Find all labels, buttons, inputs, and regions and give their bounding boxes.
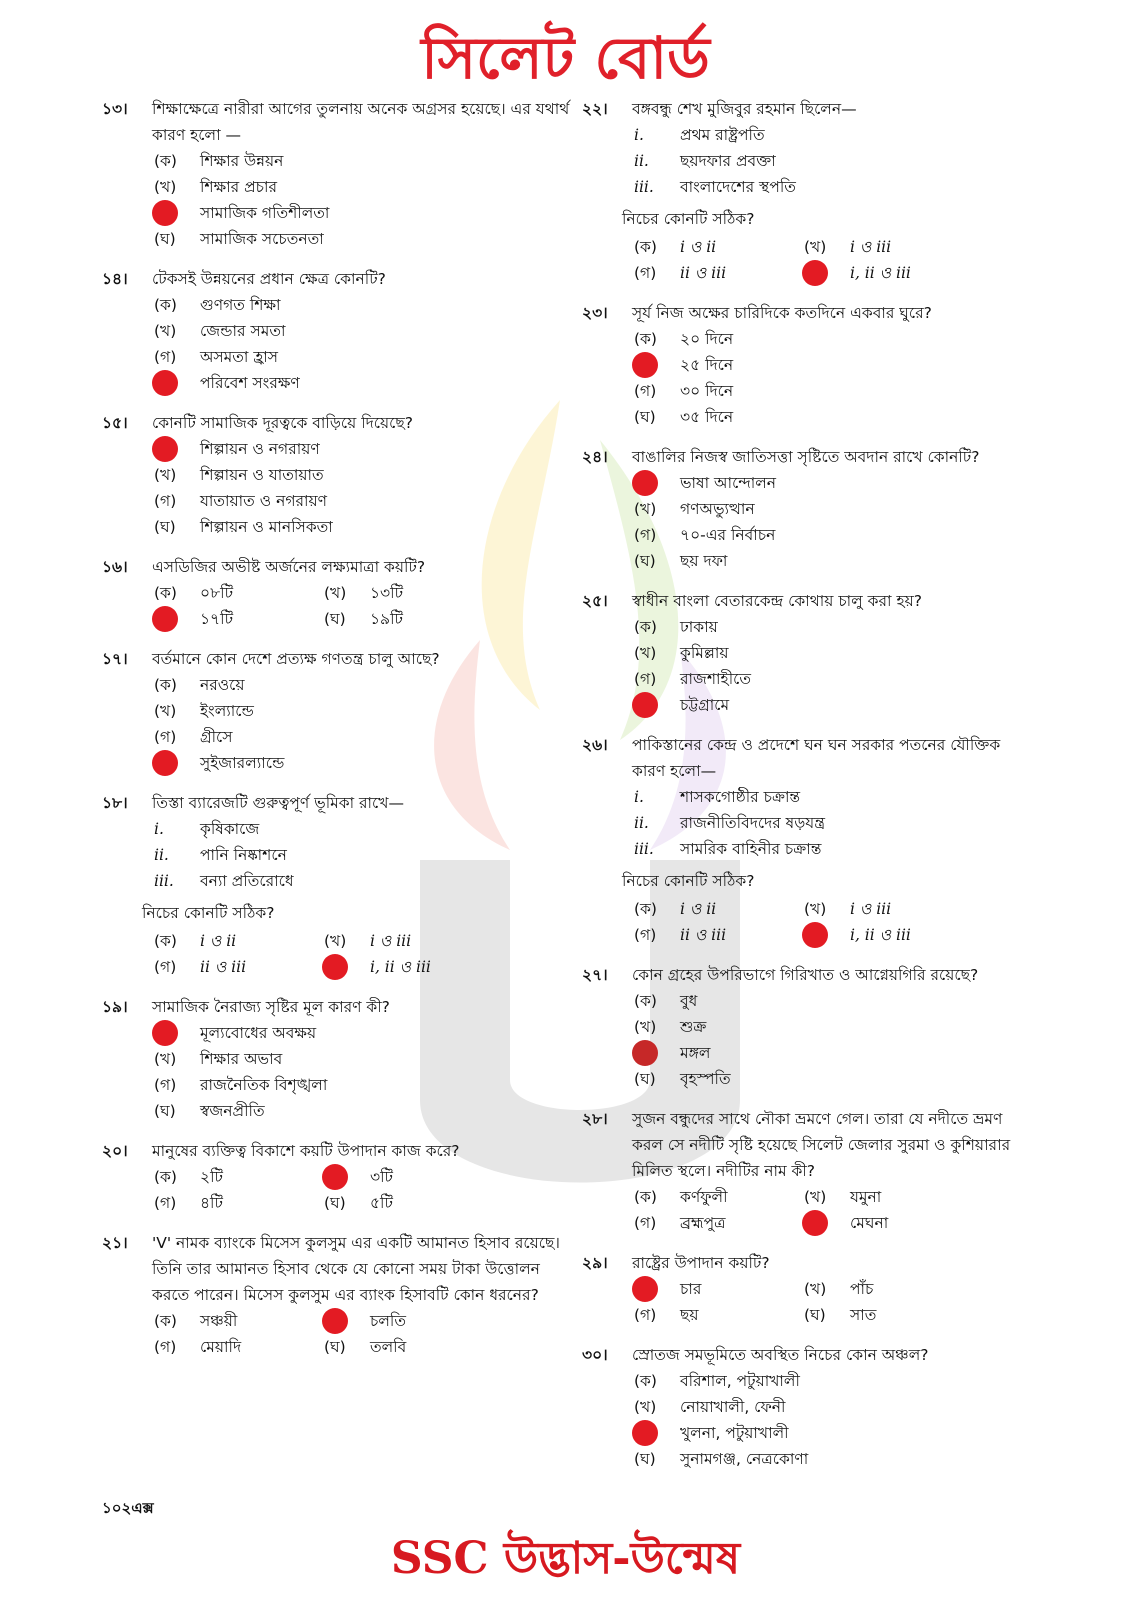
question-text: টেকসই উন্নয়নের প্রধান ক্ষেত্র কোনটি? — [152, 270, 386, 288]
option-ka: (ক) i ও ii — [634, 900, 717, 918]
option-gha-answer: পরিবেশ সংরক্ষণ — [154, 370, 572, 396]
option-kha: (খ) i ও iii — [804, 900, 892, 918]
statement-ii: ii. ছয়দফার প্রবক্তা — [634, 152, 776, 170]
option-ga: (গ) গ্রীসে — [154, 728, 233, 746]
question-15 — [102, 410, 572, 540]
statement-i: i. প্রথম রাষ্ট্রপতি — [634, 126, 765, 144]
question-number: ১৫। — [102, 414, 128, 432]
option-ka: (ক) ২টি — [154, 1168, 223, 1186]
question-13 — [102, 96, 572, 252]
question-number: ২৭। — [582, 966, 608, 984]
option-ga: (গ) ৭০-এর নির্বাচন — [634, 526, 776, 544]
option-gha: (ঘ) স্বজনপ্রীতি — [154, 1102, 265, 1120]
question-20 — [102, 1138, 572, 1216]
option-kha: (খ) i ও iii — [804, 238, 892, 256]
option-ka-answer: মূল্যবোধের অবক্ষয় — [154, 1020, 572, 1046]
option-gha: (ঘ) সামাজিক সচেতনতা — [154, 230, 324, 248]
question-text: শিক্ষাক্ষেত্রে নারীরা আগের তুলনায় অনেক অগ্রসর হয়েছে। এর যথার্থ কারণ হলো — — [152, 100, 570, 144]
option-kha: (খ) গণঅভ্যুত্থান — [634, 500, 755, 518]
question-21 — [102, 1230, 572, 1360]
question-text: স্বাধীন বাংলা বেতারকেন্দ্র কোথায় চালু করা হয়? — [632, 592, 922, 610]
page-title: সিলেট বোর্ড — [421, 24, 710, 92]
option-ga: (গ) ii ও iii — [634, 926, 727, 944]
option-gha: (ঘ) ছয় দফা — [634, 552, 728, 570]
answer-mark — [802, 1210, 828, 1236]
question-number: ২৪। — [582, 448, 608, 466]
question-text: এসডিজির অভীষ্ট অর্জনের লক্ষ্যমাত্রা কয়টি? — [152, 558, 426, 576]
option-kha: (খ) শিল্পায়ন ও যাতায়াত — [154, 466, 324, 484]
question-26 — [582, 732, 1012, 948]
question-number: ১৭। — [102, 650, 128, 668]
question-17 — [102, 646, 572, 776]
option-ga-answer: খুলনা, পটুয়াখালী — [634, 1420, 1012, 1446]
statement-iii: iii. বন্যা প্রতিরোধে — [154, 872, 294, 890]
option-kha: (খ) শিক্ষার প্রচার — [154, 178, 278, 196]
option-gha: (ঘ) তলবি — [324, 1338, 407, 1356]
question-number: ২৯। — [582, 1254, 608, 1272]
option-ga: (গ) রাজনৈতিক বিশৃঙ্খলা — [154, 1076, 328, 1094]
option-kha: (খ) নোয়াখালী, ফেনী — [634, 1398, 786, 1416]
question-number: ১৮। — [102, 794, 128, 812]
question-number: ১৪। — [102, 270, 128, 288]
option-kha: (খ) পাঁচ — [804, 1280, 874, 1298]
question-text: তিস্তা ব্যারেজটি গুরুত্বপূর্ণ ভূমিকা রাখে— — [152, 794, 404, 812]
question-19 — [102, 994, 572, 1124]
question-text: সূর্য নিজ অক্ষের চারিদিকে কতদিনে একবার ঘুরে? — [632, 304, 932, 322]
question-22 — [582, 96, 1012, 286]
question-text: স্রোতজ সমভূমিতে অবস্থিত নিচের কোন অঞ্চল? — [632, 1346, 929, 1364]
answer-mark — [152, 606, 178, 632]
answer-mark — [152, 1020, 178, 1046]
question-24 — [582, 444, 1012, 574]
statement-iii: iii. বাংলাদেশের স্থপতি — [634, 178, 796, 196]
option-ka: (ক) বুধ — [634, 992, 698, 1010]
option-ga: (গ) ৪টি — [154, 1194, 223, 1212]
answer-mark — [632, 1420, 658, 1446]
option-ga: (গ) যাতায়াত ও নগরায়ণ — [154, 492, 328, 510]
answer-mark — [152, 436, 178, 462]
option-gha-answer: i, ii ও iii — [804, 260, 974, 286]
option-kha-answer: ২৫ দিনে — [634, 352, 1012, 378]
question-number: ৩০। — [582, 1346, 608, 1364]
question-number: ১৬। — [102, 558, 128, 576]
option-ga-answer: সামাজিক গতিশীলতা — [154, 200, 572, 226]
question-text: বর্তমানে কোন দেশে প্রত্যক্ষ গণতন্ত্র চালু আছে? — [152, 650, 440, 668]
option-ka: (ক) ০৮টি — [154, 584, 234, 602]
option-ka: (ক) সঞ্চয়ী — [154, 1312, 238, 1330]
option-gha-answer: সুইজারল্যান্ডে — [154, 750, 572, 776]
answer-mark — [152, 750, 178, 776]
answer-mark — [632, 1276, 658, 1302]
statement-i: i. শাসকগোষ্ঠীর চক্রান্ত — [634, 788, 801, 806]
question-29 — [582, 1250, 1012, 1328]
option-gha: (ঘ) সাত — [804, 1306, 877, 1324]
option-gha-answer: চট্টগ্রামে — [634, 692, 1012, 718]
question-text: কোনটি সামাজিক দূরত্বকে বাড়িয়ে দিয়েছে? — [152, 414, 413, 432]
option-ka: (ক) i ও ii — [154, 932, 237, 950]
option-ka: (ক) নরওয়ে — [154, 676, 245, 694]
question-27 — [582, 962, 1012, 1092]
answer-mark — [632, 1040, 658, 1066]
option-gha-answer: i, ii ও iii — [324, 954, 494, 980]
brand-title: SSC উদ্ভাস-উন্মেষ — [390, 1533, 741, 1584]
option-ga: (গ) ছয় — [634, 1306, 699, 1324]
answer-mark — [802, 922, 828, 948]
option-kha: (খ) শিক্ষার অভাব — [154, 1050, 283, 1068]
answer-mark — [152, 200, 178, 226]
question-number: ২৮। — [582, 1110, 608, 1128]
question-text: বঙ্গবন্ধু শেখ মুজিবুর রহমান ছিলেন— — [632, 100, 857, 118]
option-ka-answer: চার — [634, 1276, 804, 1302]
option-ka: (ক) গুণগত শিক্ষা — [154, 296, 281, 314]
question-text: সুজন বন্ধুদের সাথে নৌকা ভ্রমণে গেল। তারা যে নদীতে ভ্রমণ করল সে নদীটি সৃষ্টি হয়েছে সিলেট জেলার সুরমা ও কুশিয়ারার মিলিত স্থলে। নদীটির নাম কী? — [632, 1110, 1011, 1180]
question-23 — [582, 300, 1012, 430]
option-gha: (ঘ) ১৯টি — [324, 610, 403, 628]
option-ka: (ক) i ও ii — [634, 238, 717, 256]
question-number: ২৬। — [582, 736, 608, 754]
option-gha-answer: i, ii ও iii — [804, 922, 974, 948]
answer-mark — [802, 260, 828, 286]
question-number: ১৩। — [102, 100, 128, 118]
option-ga: (গ) ii ও iii — [154, 958, 247, 976]
option-gha: (ঘ) বৃহস্পতি — [634, 1070, 731, 1088]
option-kha-answer: ৩টি — [324, 1164, 494, 1190]
statement-iii: iii. সামরিক বাহিনীর চক্রান্ত — [634, 840, 822, 858]
option-ga-answer: ১৭টি — [154, 606, 324, 632]
answer-mark — [322, 1308, 348, 1334]
option-kha: (খ) ১৩টি — [324, 584, 404, 602]
option-kha: (খ) কুমিল্লায় — [634, 644, 729, 662]
option-ka-answer: ভাষা আন্দোলন — [634, 470, 1012, 496]
sub-question: নিচের কোনটি সঠিক? — [142, 904, 275, 922]
question-text: রাষ্ট্রের উপাদান কয়টি? — [632, 1254, 770, 1272]
option-ga: (গ) ii ও iii — [634, 264, 727, 282]
option-gha: (ঘ) শিল্পায়ন ও মানসিকতা — [154, 518, 333, 536]
statement-ii: ii. রাজনীতিবিদদের ষড়যন্ত্র — [634, 814, 825, 832]
question-text: পাকিস্তানের কেন্দ্র ও প্রদেশে ঘন ঘন সরকার পতনের যৌক্তিক কারণ হলো— — [632, 736, 1001, 780]
answer-mark — [322, 1164, 348, 1190]
question-30 — [582, 1342, 1012, 1472]
answer-mark — [632, 352, 658, 378]
question-text: বাঙালির নিজস্ব জাতিসত্তা সৃষ্টিতে অবদান রাখে কোনটি? — [632, 448, 980, 466]
option-kha: (খ) i ও iii — [324, 932, 412, 950]
question-14 — [102, 266, 572, 396]
sub-question: নিচের কোনটি সঠিক? — [622, 210, 755, 228]
question-number: ২০। — [102, 1142, 128, 1160]
question-number: ১৯। — [102, 998, 128, 1016]
option-ga-answer: মঙ্গল — [634, 1040, 1012, 1066]
sub-question: নিচের কোনটি সঠিক? — [622, 872, 755, 890]
question-18 — [102, 790, 572, 980]
option-ga: (গ) ৩০ দিনে — [634, 382, 734, 400]
statement-i: i. কৃষিকাজে — [154, 820, 260, 838]
question-number: ২৫। — [582, 592, 608, 610]
question-text: সামাজিক নৈরাজ্য সৃষ্টির মূল কারণ কী? — [152, 998, 390, 1016]
answer-mark — [632, 692, 658, 718]
option-ga: (গ) মেয়াদি — [154, 1338, 242, 1356]
question-number: ২১। — [102, 1234, 128, 1252]
question-number: ২২। — [582, 100, 608, 118]
option-kha-answer: চলতি — [324, 1308, 494, 1334]
option-ga: (গ) ব্রহ্মপুত্র — [634, 1214, 726, 1232]
option-ka: (ক) ২০ দিনে — [634, 330, 734, 348]
option-gha: (ঘ) সুনামগঞ্জ, নেত্রকোণা — [634, 1450, 809, 1468]
option-kha: (খ) জেন্ডার সমতা — [154, 322, 286, 340]
question-number: ২৩। — [582, 304, 608, 322]
option-ka: (ক) শিক্ষার উন্নয়ন — [154, 152, 284, 170]
left-column — [102, 96, 572, 1374]
option-ka-answer: শিল্পায়ন ও নগরায়ণ — [154, 436, 572, 462]
question-25 — [582, 588, 1012, 718]
option-ga: (গ) রাজশাহীতে — [634, 670, 751, 688]
question-text: কোন গ্রহের উপরিভাগে গিরিখাত ও আগ্নেয়গিরি রয়েছে? — [632, 966, 979, 984]
option-kha: (খ) ইংল্যান্ডে — [154, 702, 254, 720]
option-gha: (ঘ) ৫টি — [324, 1194, 393, 1212]
question-text: 'V' নামক ব্যাংকে মিসেস কুলসুম এর একটি আমানত হিসাব রয়েছে। তিনি তার আমানত হিসাব থেকে যে কোনো সময় টাকা উত্তোলন করতে পারেন। মিসেস কুলসুম এর ব্যাংক হিসাবটি কোন ধরনের? — [152, 1234, 560, 1304]
question-text: মানুষের ব্যক্তিত্ব বিকাশে কয়টি উপাদান কাজ করে? — [152, 1142, 460, 1160]
option-gha: (ঘ) ৩৫ দিনে — [634, 408, 734, 426]
option-kha: (খ) শুক্র — [634, 1018, 707, 1036]
question-16 — [102, 554, 572, 632]
statement-ii: ii. পানি নিষ্কাশনে — [154, 846, 287, 864]
right-column — [582, 96, 1012, 1486]
answer-mark — [632, 470, 658, 496]
option-ka: (ক) বরিশাল, পটুয়াখালী — [634, 1372, 800, 1390]
option-kha: (খ) যমুনা — [804, 1188, 882, 1206]
option-ka: (ক) কর্ণফুলী — [634, 1188, 728, 1206]
option-ka: (ক) ঢাকায় — [634, 618, 718, 636]
answer-mark — [152, 370, 178, 396]
option-ga: (গ) অসমতা হ্রাস — [154, 348, 278, 366]
question-28 — [582, 1106, 1012, 1236]
answer-mark — [322, 954, 348, 980]
option-gha-answer: মেঘনা — [804, 1210, 974, 1236]
page-code: ১০২এক্স — [102, 1499, 154, 1517]
